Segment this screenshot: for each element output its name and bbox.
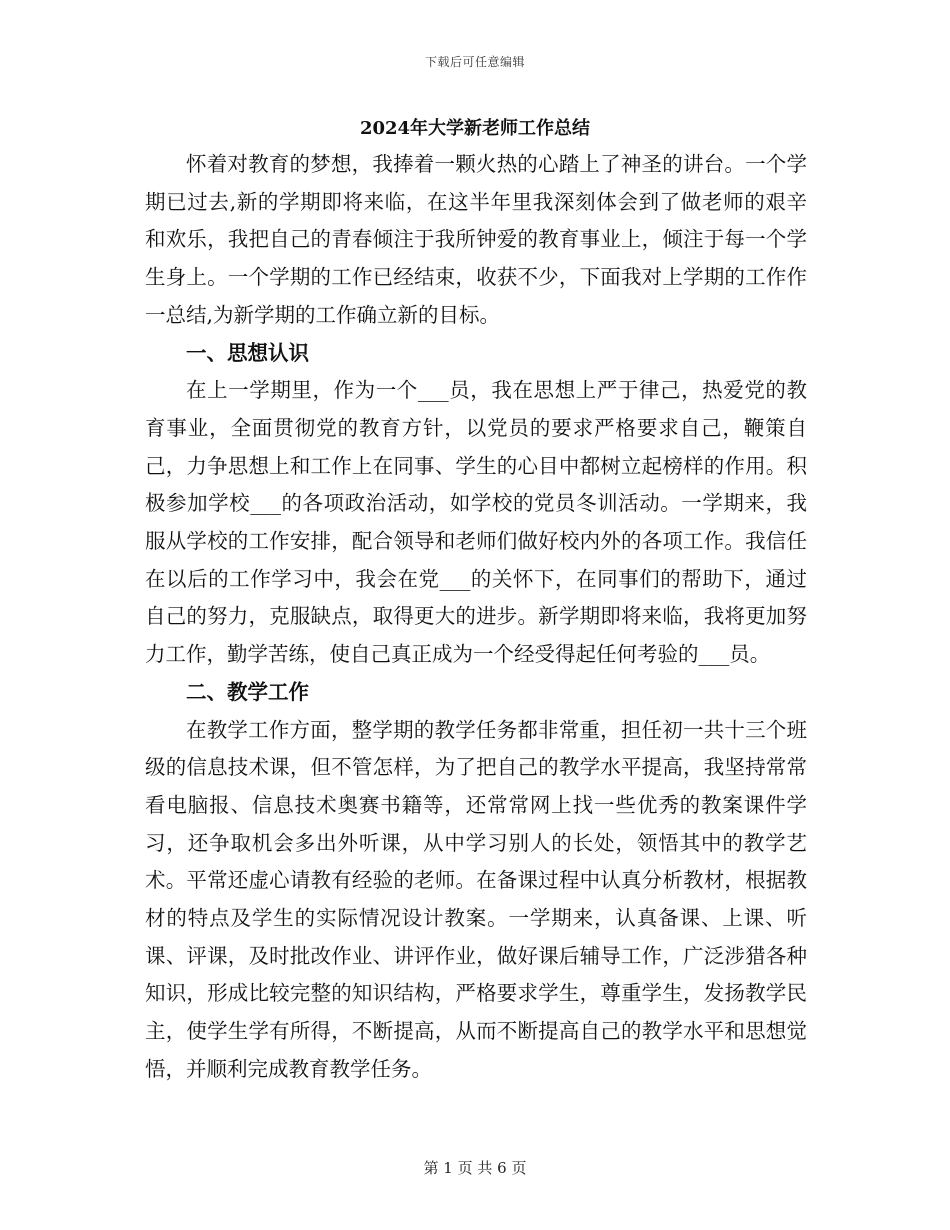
document-title: 2024年大学新老师工作总结: [359, 118, 591, 139]
intro-paragraph: 怀着对教育的梦想，我捧着一颗火热的心踏上了神圣的讲台。一个学期已过去,新的学期即将来临，在这半年里我深刻体会到了做老师的艰辛和欢乐，我把自己的青春倾注于我所钟爱的教育事业上，倾注于每一个学生身上。一个学期的工作已经结束，收获不少，下面我对上学期的工作作一总结,为新学期的工作确立新的目标。: [145, 152, 807, 327]
download-note: 下载后可任意编辑: [424, 55, 525, 69]
page-number: 第 1 页 共 6 页: [423, 1159, 527, 1177]
section-heading-ideology: 一、思想认识: [186, 340, 309, 365]
document-body: [145, 146, 807, 1089]
section-heading-teaching: 二、教学工作: [186, 679, 309, 704]
section-paragraph-ideology: 在上一学期里，作为一个___员，我在思想上严于律己，热爱党的教育事业，全面贯彻党的教育方针，以党员的要求严格要求自己，鞭策自己，力争思想上和工作上在同事、学生的心目中都树立起榜样的作用。积极参加学校___的各项政治活动，如学校的党员冬训活动。一学期来，我服从学校的工作安排，配合领导和老师们做好校内外的各项工作。我信任在以后的工作学习中，我会在党___的关怀下，在同事们的帮助下，通过自己的努力，克服缺点，取得更大的进步。新学期即将来临，我将更加努力工作，勤学苦练，使自己真正成为一个经受得起任何考验的___员。: [145, 378, 807, 667]
section-paragraph-teaching: 在教学工作方面，整学期的教学任务都非常重，担任初一共十三个班级的信息技术课，但不管怎样，为了把自己的教学水平提高，我坚持常常看电脑报、信息技术奥赛书籍等，还常常网上找一些优秀的教案课件学习，还争取机会多出外听课，从中学习别人的长处，领悟其中的教学艺术。平常还虚心请教有经验的老师。在备课过程中认真分析教材，根据教材的特点及学生的实际情况设计教案。一学期来，认真备课、上课、听课、评课，及时批改作业、讲评作业，做好课后辅导工作，广泛涉猎各种知识，形成比较完整的知识结构，严格要求学生，尊重学生，发扬教学民主，使学生学有所得，不断提高，从而不断提高自己的教学水平和思想觉悟，并顺利完成教育教学任务。: [145, 717, 807, 1081]
